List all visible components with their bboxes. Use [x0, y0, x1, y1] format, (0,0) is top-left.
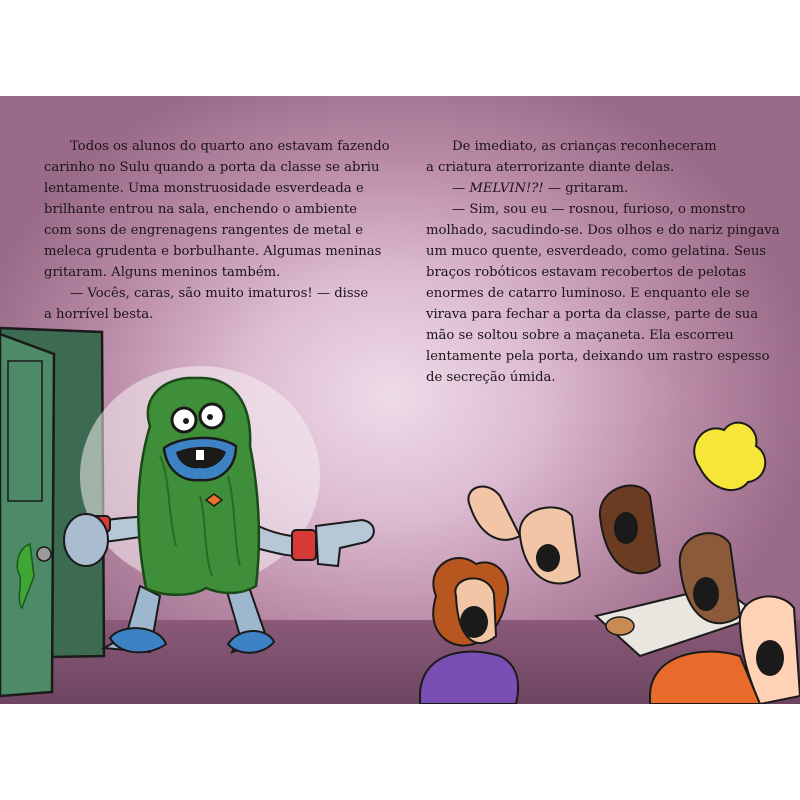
- melvin-monster: [64, 366, 374, 653]
- left-line: brilhante entrou na sala, enchendo o ambiente: [44, 202, 358, 217]
- left-line: — Vocês, caras, são muito imaturos! — disse: [70, 286, 369, 301]
- left-line: carinho no Sulu quando a porta da classe se abriu: [44, 160, 380, 175]
- right-line: virava para fechar a porta da classe, parte de sua: [426, 307, 759, 322]
- right-line: — Sim, sou eu — rosnou, furioso, o monstro: [452, 202, 746, 217]
- right-line: mão se soltou sobre a maçaneta. Ela escorreu: [426, 328, 734, 343]
- left-line: meleca grudenta e borbulhante. Algumas meninas: [44, 244, 382, 259]
- left-page-text: [44, 136, 390, 325]
- left-line: com sons de engrenagens rangentes de metal e: [44, 223, 364, 238]
- screaming-kids: [420, 423, 800, 704]
- melvin-name: MELVIN!?!: [469, 181, 544, 196]
- right-line: De imediato, as crianças reconheceram: [452, 139, 717, 154]
- left-line: lentamente. Uma monstruosidade esverdeada e: [44, 181, 364, 196]
- right-line: braços robóticos estavam recobertos de pelotas: [426, 265, 747, 280]
- right-line: enormes de catarro luminoso. E enquanto ele se: [426, 286, 750, 301]
- right-line: lentamente pela porta, deixando um rastro espesso: [426, 349, 770, 364]
- right-line: um muco quente, esverdeado, como gelatina. Seus: [426, 244, 767, 259]
- melvin-rest: — gritaram.: [543, 181, 629, 196]
- right-line: de secreção úmida.: [426, 370, 556, 385]
- left-line: Todos os alunos do quarto ano estavam fazendo: [70, 139, 390, 154]
- right-page-text: [426, 136, 780, 388]
- right-line: a criatura aterrorizante diante delas.: [426, 160, 675, 175]
- right-line: molhado, sacudindo-se. Dos olhos e do nariz pingava: [426, 223, 780, 238]
- right-line-melvin: — MELVIN!?! — gritaram.: [452, 181, 629, 196]
- book-spread: [0, 96, 800, 704]
- left-line: a horrível besta.: [44, 307, 154, 322]
- left-line: gritaram. Alguns meninos também.: [44, 265, 281, 280]
